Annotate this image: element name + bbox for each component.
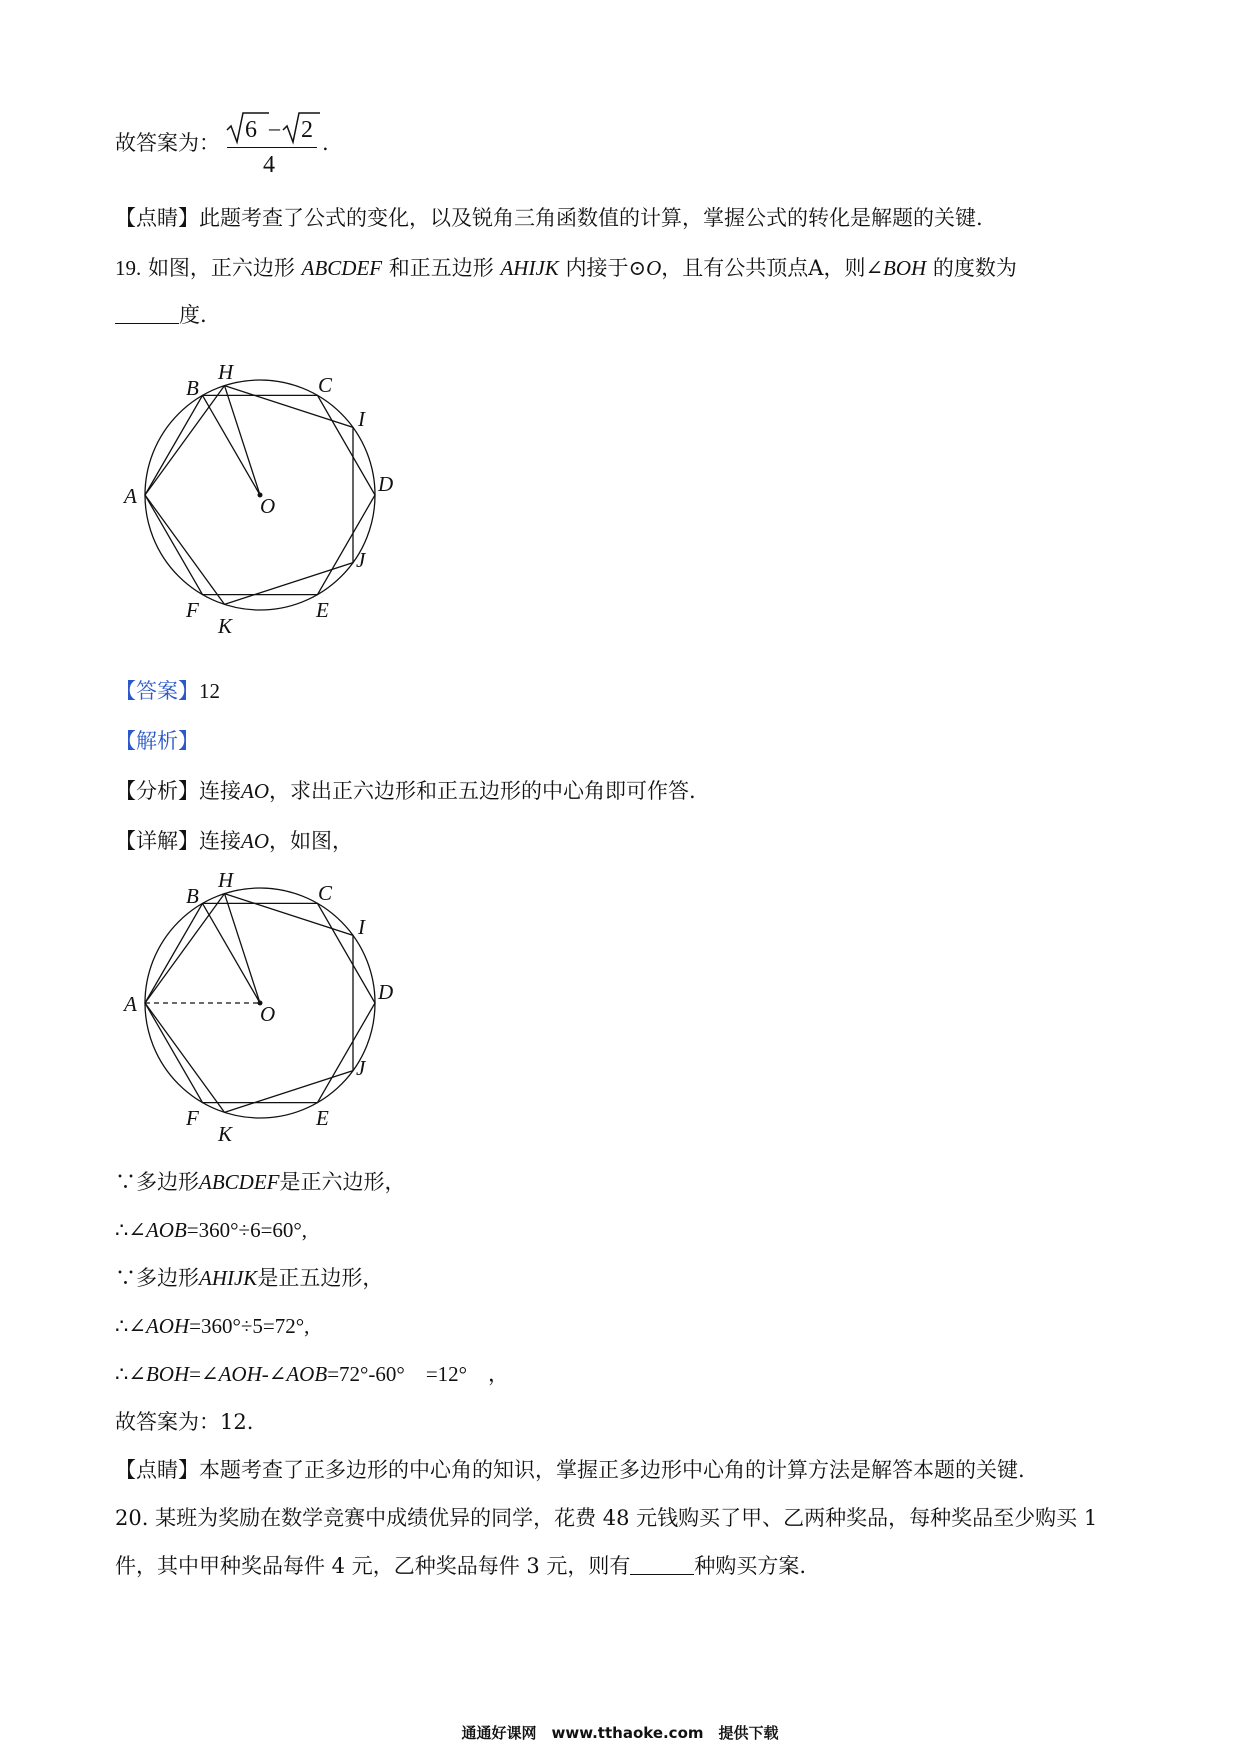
analysis-tag: 【解析】	[115, 729, 199, 753]
label-F: F	[186, 598, 199, 622]
fraction-denominator: 4	[263, 152, 275, 178]
label-B: B	[186, 376, 199, 400]
label-A: A	[124, 484, 137, 508]
s2-c: =360°÷6=60°,	[186, 1218, 308, 1242]
fenxi-text-b: ，求出正六边形和正五边形的中心角即可作答.	[269, 779, 696, 803]
q20-text-a: 件，其中甲种奖品每件 4 元，乙种奖品每件 3 元，则有	[115, 1554, 631, 1578]
xiangjie-line	[115, 826, 353, 856]
prev-answer-suffix: .	[322, 131, 329, 155]
label-C: C	[318, 373, 333, 397]
label2-B: B	[186, 884, 199, 908]
s1-b: ABCDEF	[199, 1170, 280, 1194]
q19-line2	[115, 300, 207, 330]
answer-tag: 【答案】	[115, 679, 199, 703]
s5-b: BOH	[145, 1362, 190, 1386]
prev-comment: 【点睛】此题考查了公式的变化，以及锐角三角函数值的计算，掌握公式的转化是解题的关键.	[115, 206, 983, 230]
label2-H: H	[218, 868, 234, 892]
label-I: I	[358, 407, 365, 431]
fraction-bar	[227, 147, 317, 148]
label-O: O	[260, 494, 276, 518]
label2-E: E	[316, 1106, 329, 1130]
xiangjie-ao: AO	[241, 829, 269, 853]
step-5	[115, 1359, 509, 1389]
s5-g: =72°-60° =12° ，	[327, 1362, 510, 1386]
label2-K: K	[218, 1122, 233, 1146]
step-1	[115, 1167, 405, 1197]
fenxi-tag: 【分析】	[115, 779, 199, 803]
q19-text-c: 内接于⊙	[565, 256, 647, 280]
s2-a: ∴∠	[115, 1218, 146, 1242]
s4-c: =360°÷5=72°,	[189, 1314, 310, 1338]
step-3	[115, 1263, 383, 1293]
s4-b: AOH	[145, 1314, 190, 1338]
step-4	[115, 1311, 309, 1341]
label-D: D	[378, 472, 394, 496]
q19-text-d: ，且有公共顶点A，则∠	[661, 256, 884, 280]
fenxi-text-a: 连接	[199, 779, 241, 803]
comment-19: 【点睛】本题考查了正多边形的中心角的知识，掌握正多边形中心角的计算方法是解答本题的关键.	[115, 1458, 1025, 1482]
q19-circle: O	[646, 256, 662, 280]
s1-c: 是正六边形，	[279, 1170, 406, 1194]
s3-a: ∵多边形	[115, 1266, 199, 1290]
label-K: K	[218, 614, 233, 638]
xiangjie-tag: 【详解】	[115, 829, 199, 853]
s5-d: AOH	[218, 1362, 262, 1386]
s3-c: 是正五边形，	[257, 1266, 384, 1290]
q19-text-e: 的度数为	[932, 256, 1017, 280]
q19-text-a: 如图，正六边形	[147, 256, 295, 280]
svg-text:6: 6	[245, 117, 257, 143]
q19-text-f: 度.	[179, 303, 207, 327]
label2-J: J	[356, 1056, 366, 1080]
s5-a: ∴∠	[115, 1362, 146, 1386]
label2-D: D	[378, 980, 394, 1004]
xiangjie-text-b: ，如图，	[269, 829, 353, 853]
s1-a: ∵多边形	[115, 1170, 199, 1194]
s4-a: ∴∠	[115, 1314, 146, 1338]
fenxi-ao: AO	[241, 779, 269, 803]
q20-line2	[115, 1551, 806, 1581]
answer-blank	[115, 303, 179, 324]
q20-text-b: 种购买方案.	[694, 1554, 807, 1578]
label2-F: F	[186, 1106, 199, 1130]
answer-line	[115, 676, 220, 706]
q19-angle: BOH	[883, 256, 927, 280]
label-J: J	[356, 548, 366, 572]
step-2	[115, 1215, 307, 1245]
fenxi-line	[115, 776, 696, 806]
xiangjie-text-a: 连接	[199, 829, 241, 853]
q20-line1: 20. 某班为奖励在数学竞赛中成绩优异的同学，花费 48 元钱购买了甲、乙两种奖品，每种奖品至少购买 1	[115, 1506, 1098, 1530]
prev-answer-prefix: 故答案为：	[115, 131, 220, 155]
fraction-numerator	[225, 110, 320, 146]
step-6: 故答案为：12.	[115, 1410, 254, 1434]
label2-I: I	[358, 915, 365, 939]
q19-pentagon: AHIJK	[500, 256, 559, 280]
page-footer: 通通好课网 www.tthaoke.com 提供下载	[461, 1724, 779, 1742]
s2-b: AOB	[145, 1218, 187, 1242]
figure-with-ao	[120, 863, 420, 1153]
s5-c: =∠	[189, 1362, 219, 1386]
q19-number: 19.	[115, 256, 142, 280]
analysis-line	[115, 726, 199, 756]
q19-line1	[115, 253, 1017, 283]
prev-answer-line	[115, 128, 220, 158]
label-H: H	[218, 360, 234, 384]
s5-f: AOB	[286, 1362, 328, 1386]
s3-b: AHIJK	[199, 1266, 258, 1290]
s5-e: -∠	[261, 1362, 287, 1386]
svg-text:2: 2	[301, 117, 313, 143]
q19-text-b: 和正五边形	[388, 256, 494, 280]
label-E: E	[316, 598, 329, 622]
q19-hexagon: ABCDEF	[301, 256, 383, 280]
q20-answer-blank	[630, 1554, 694, 1575]
answer-value: 12	[199, 679, 220, 703]
figure-hexagon-pentagon	[120, 355, 420, 645]
label2-O: O	[260, 1002, 276, 1026]
label2-C: C	[318, 881, 333, 905]
label2-A: A	[124, 992, 137, 1016]
svg-text:–: –	[269, 115, 280, 140]
